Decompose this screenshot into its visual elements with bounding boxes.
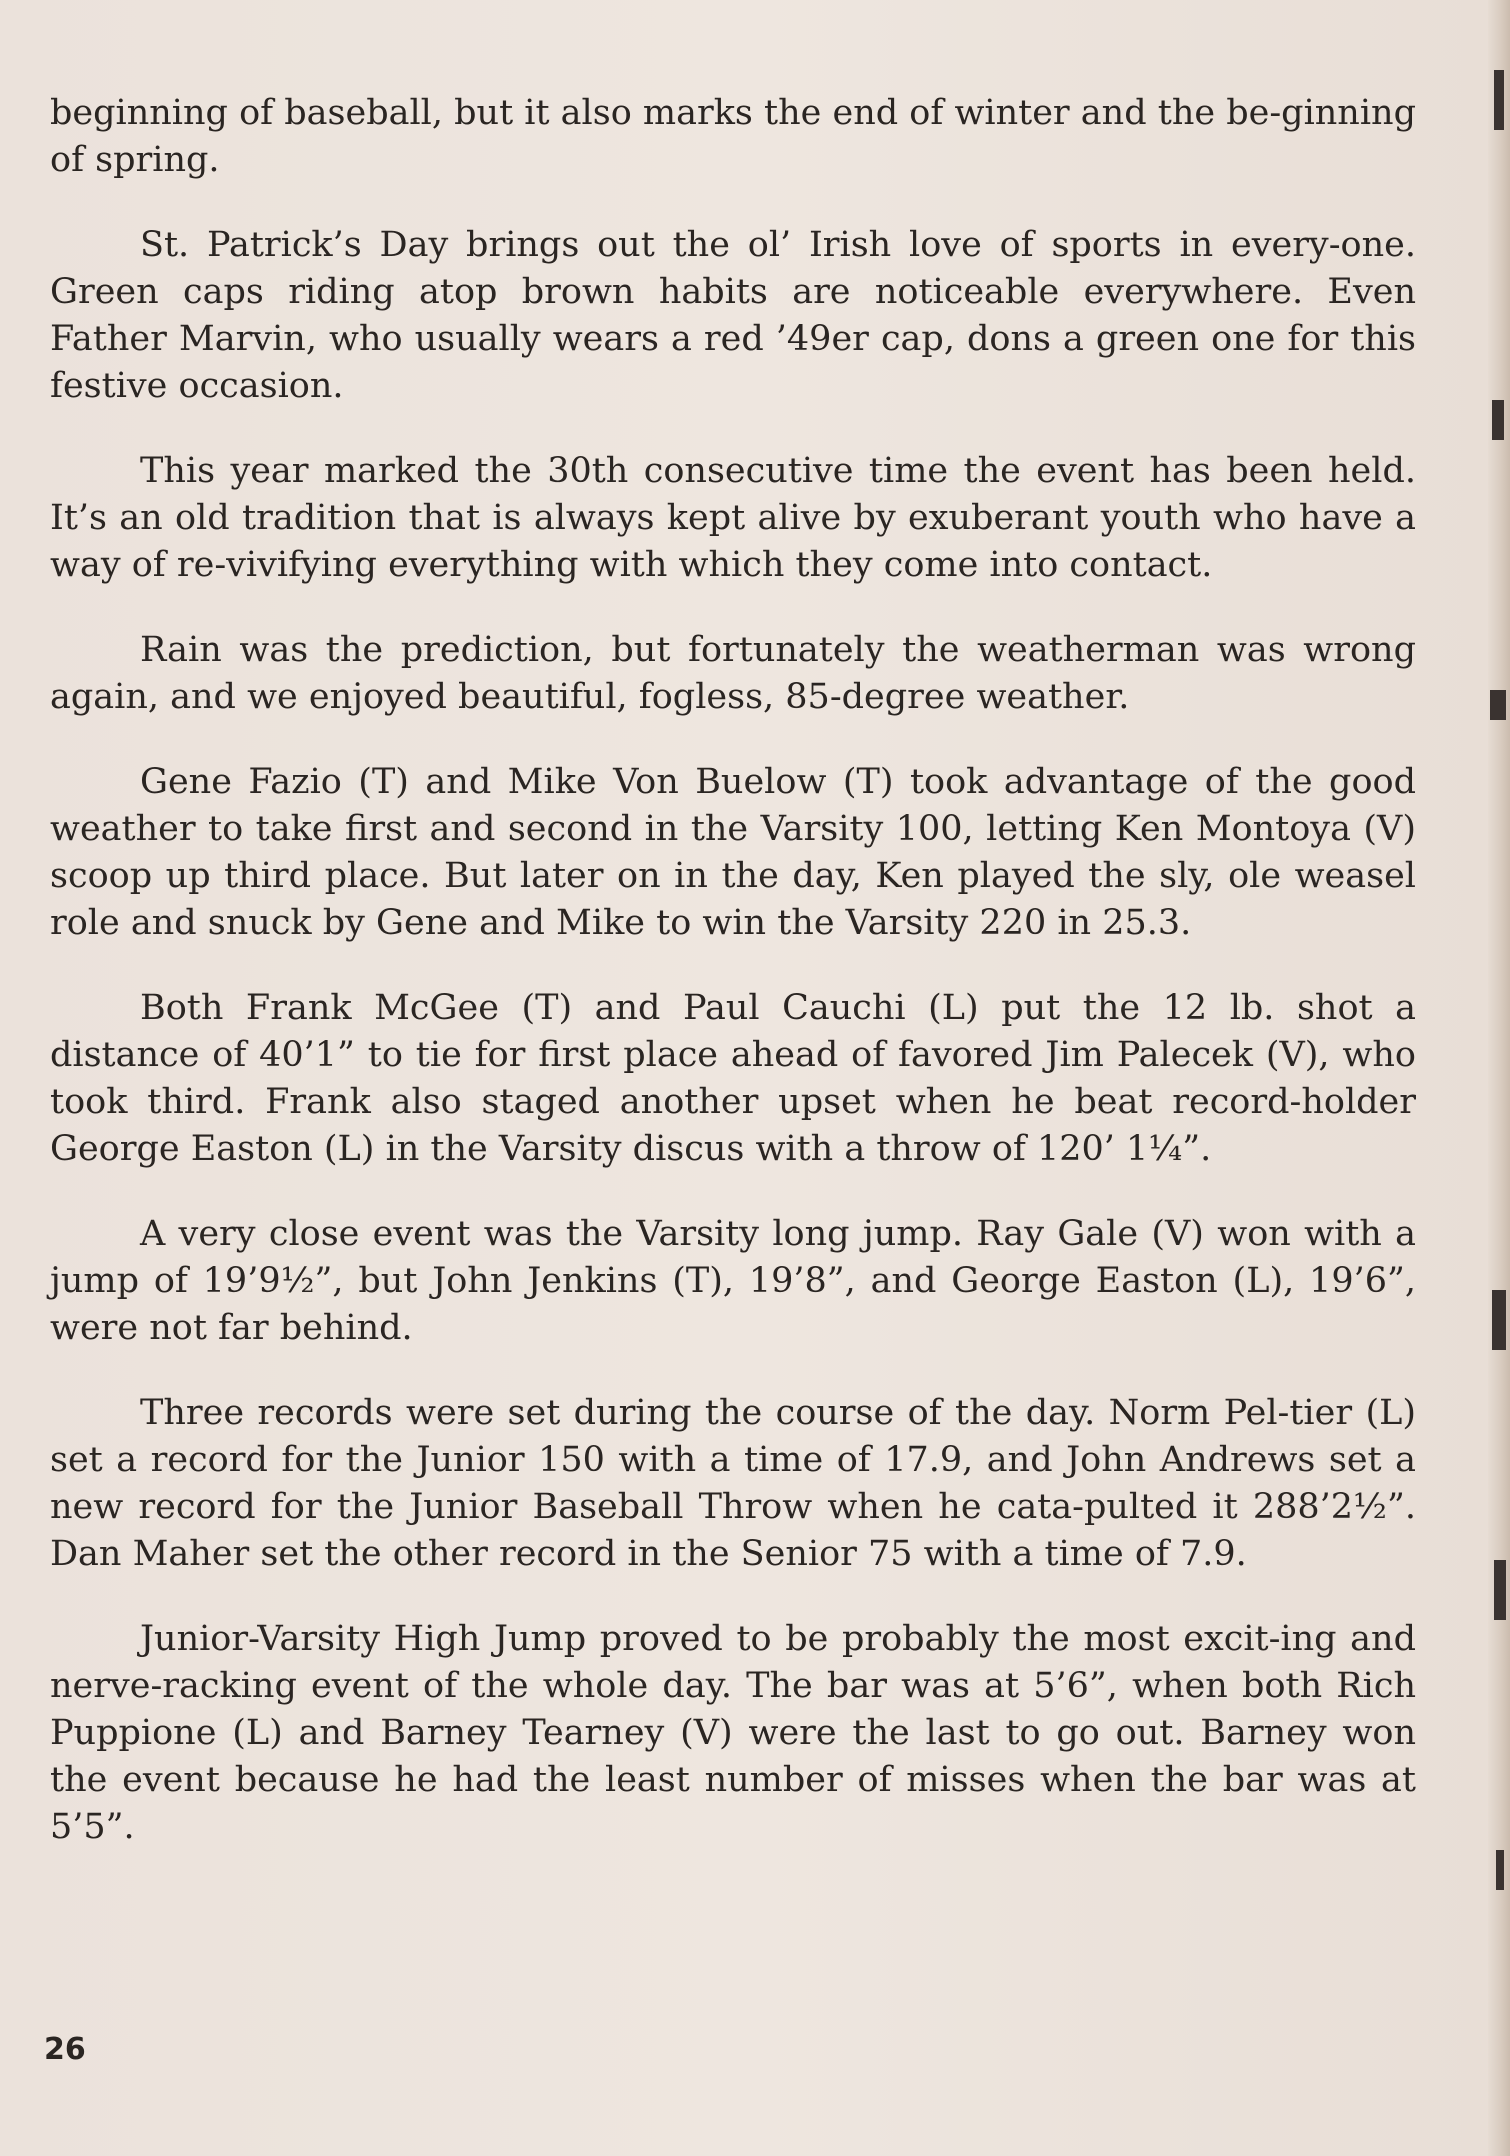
paragraph: Junior-Varsity High Jump proved to be probably the most excit-ing and nerve-racking event of the whole day. The bar was at 5’6”, when both Rich Puppione (L) and Barney Tearney (V) were the last to go out. Barney won the event because he had the least number of misses when the bar was at 5’5”. bbox=[50, 1619, 1416, 1847]
paragraph: This year marked the 30th consecutive time the event has been held. It’s an old tradition that is always kept alive by exuberant youth who have a way of re-vivifying everything with which they come into contact. bbox=[50, 451, 1416, 585]
page-edge bbox=[1488, 0, 1510, 2156]
paragraph: Both Frank McGee (T) and Paul Cauchi (L) put the 12 lb. shot a distance of 40’1” to tie for first place ahead of favored Jim Palecek (V), who took third. Frank also staged another upset when he beat record-holder George Easton (L) in the Varsity discus with a throw of 120’ 1¼”. bbox=[50, 988, 1416, 1169]
binding-hole-mark bbox=[1490, 690, 1506, 720]
binding-hole-mark bbox=[1496, 1850, 1504, 1890]
article-body bbox=[50, 90, 1416, 1889]
paragraph: Gene Fazio (T) and Mike Von Buelow (T) took advantage of the good weather to take first and second in the Varsity 100, letting Ken Montoya (V) scoop up third place. But later on in the day, Ken played the sly, ole weasel role and snuck by Gene and Mike to win the Varsity 220 in 25.3. bbox=[50, 762, 1416, 943]
paragraph: St. Patrick’s Day brings out the ol’ Irish love of sports in every-one. Green caps riding atop brown habits are noticeable everywhere. Even Father Marvin, who usually wears a red ’49er cap, dons a green one for this festive occasion. bbox=[50, 225, 1416, 406]
binding-hole-mark bbox=[1494, 70, 1504, 130]
page-number: 26 bbox=[44, 2032, 86, 2067]
binding-hole-mark bbox=[1492, 400, 1504, 440]
paragraph: Rain was the prediction, but fortunately the weatherman was wrong again, and we enjoyed beautiful, fogless, 85-degree weather. bbox=[50, 630, 1416, 717]
binding-hole-mark bbox=[1492, 1290, 1506, 1350]
paragraph: A very close event was the Varsity long jump. Ray Gale (V) won with a jump of 19’9½”, but John Jenkins (T), 19’8”, and George Easton (L), 19’6”, were not far behind. bbox=[50, 1214, 1416, 1348]
binding-hole-mark bbox=[1494, 1560, 1506, 1620]
paragraph: beginning of baseball, but it also marks the end of winter and the be-ginning of spring. bbox=[50, 93, 1416, 180]
paragraph: Three records were set during the course of the day. Norm Pel-tier (L) set a record for the Junior 150 with a time of 17.9, and John Andrews set a new record for the Junior Baseball Throw when he cata-pulted it 288’2½”. Dan Maher set the other record in the Senior 75 with a time of 7.9. bbox=[50, 1393, 1416, 1574]
